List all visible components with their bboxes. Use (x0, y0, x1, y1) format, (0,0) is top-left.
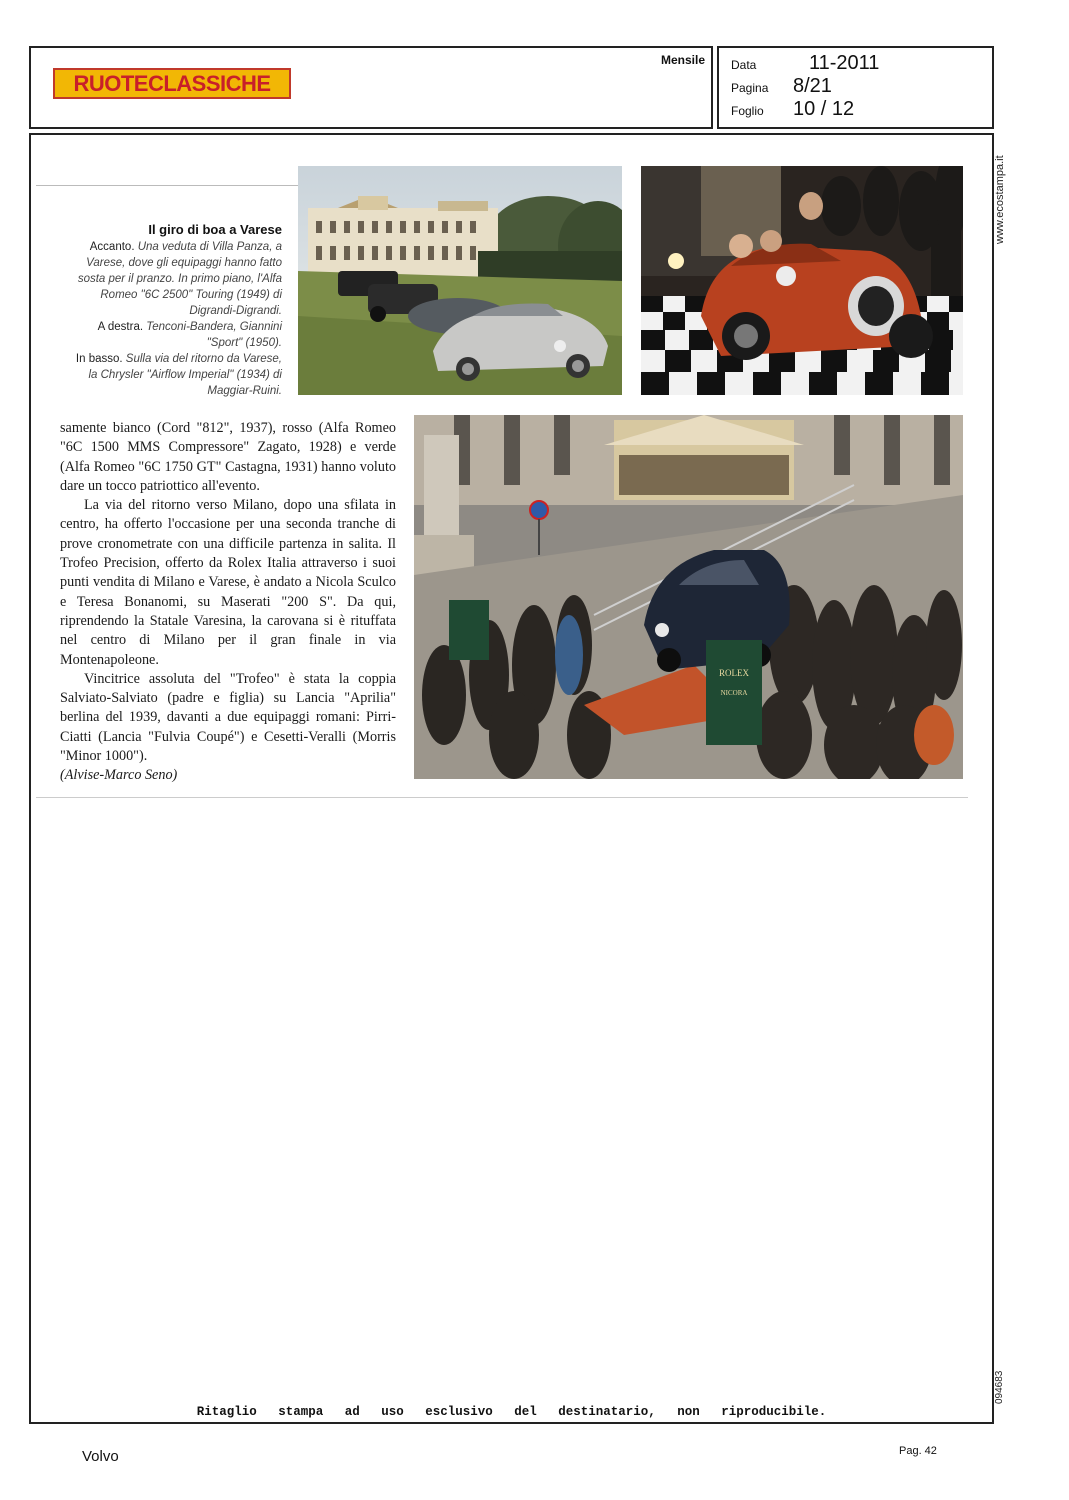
meta-row-foglio (731, 98, 854, 121)
header-meta-box (717, 46, 994, 129)
caption-title: Il giro di boa a Varese (148, 222, 282, 237)
meta-value: 8/21 (793, 75, 832, 97)
meta-label: Pagina (731, 81, 769, 95)
client-brand: Volvo (82, 1448, 119, 1465)
photo-chrysler-airflow (414, 415, 963, 779)
article-paragraph: Vincitrice assoluta del "Trofeo" è stata la coppia Salviato-Salviato (padre e figlia) su Lancia "Aprilia" berlina del 1939, davanti a due equipaggi romani: Pirri-Ciatti (Lancia "Fulvia Coupé") e Cesetti-Veralli (Morris "Minor 1000"). (60, 670, 396, 765)
photo-giannini-sport (641, 166, 963, 395)
article-paragraph: samente bianco (Cord "812", 1937), rosso (Alfa Romeo "6C 1500 MMS Compressore" Zagato, 1928) e verde (Alfa Romeo "6C 1750 GT" Castagna, 1931) hanno voluto dare un tocco patriottico all'evento. (60, 420, 396, 494)
page-number: Pag. 42 (899, 1445, 937, 1457)
photo-caption (70, 222, 282, 399)
bottom-rule (36, 797, 968, 798)
frequency-label: Mensile (660, 53, 705, 67)
caption-text: Tenconi-Bandera, Giannini "Sport" (1950). (146, 321, 282, 349)
meta-value: 11-2011 (809, 52, 880, 74)
rolex-sign-text: ROLEX (719, 668, 749, 678)
meta-row-data (731, 52, 879, 75)
side-code: 094683 (994, 1370, 1005, 1404)
meta-label: Data (731, 58, 757, 72)
meta-row-pagina (731, 75, 832, 98)
caption-text: Sulla via del ritorno da Varese, la Chrysler "Airflow Imperial" (1934) di Maggiar-Ruini. (88, 353, 282, 397)
caption-key: In basso. (75, 353, 123, 365)
article-paragraph: La via del ritorno verso Milano, dopo una sfilata in centro, ha offerto l'occasione per una seconda tranche di prove cronometrate con una difficile partenza in salita. Il Trofeo Precision, offerto da Rolex Italia attraverso i suoi punti vendita di Milano e Varese, è andato a Nicola Sculco e Teresa Bonanomi, su Maserati "200 S". Da qui, riprendendo la Statale Varesina, la carovana si è rituffata nel centro di Milano per il gran finale in via Montenapoleone. (60, 497, 396, 668)
caption-key: Accanto. (89, 241, 135, 253)
meta-value: 10 / 12 (793, 98, 855, 120)
article-body (60, 419, 396, 786)
photo-villa-panza (298, 166, 622, 395)
nicora-sign-text: NICORA (720, 689, 748, 697)
header-publication-box (29, 46, 713, 129)
caption-key: A destra. (97, 321, 144, 333)
caption-text: Una veduta di Villa Panza, a Varese, dove gli equipaggi hanno fatto sosta per il pranzo. In primo piano, l'Alfa Romeo "6C 2500" Touring (1949) di Digrandi-Digrandi. (77, 241, 282, 317)
reproduction-notice: Ritaglio stampa ad uso esclusivo del destinatario, non riproducibile. (196, 1405, 827, 1419)
publication-logo: RUOTECLASSICHE (53, 68, 291, 99)
top-rule (36, 185, 298, 186)
article-signature: (Alvise-Marco Seno) (60, 767, 178, 784)
meta-label: Foglio (731, 104, 764, 118)
side-url: www.ecostampa.it (994, 155, 1006, 245)
